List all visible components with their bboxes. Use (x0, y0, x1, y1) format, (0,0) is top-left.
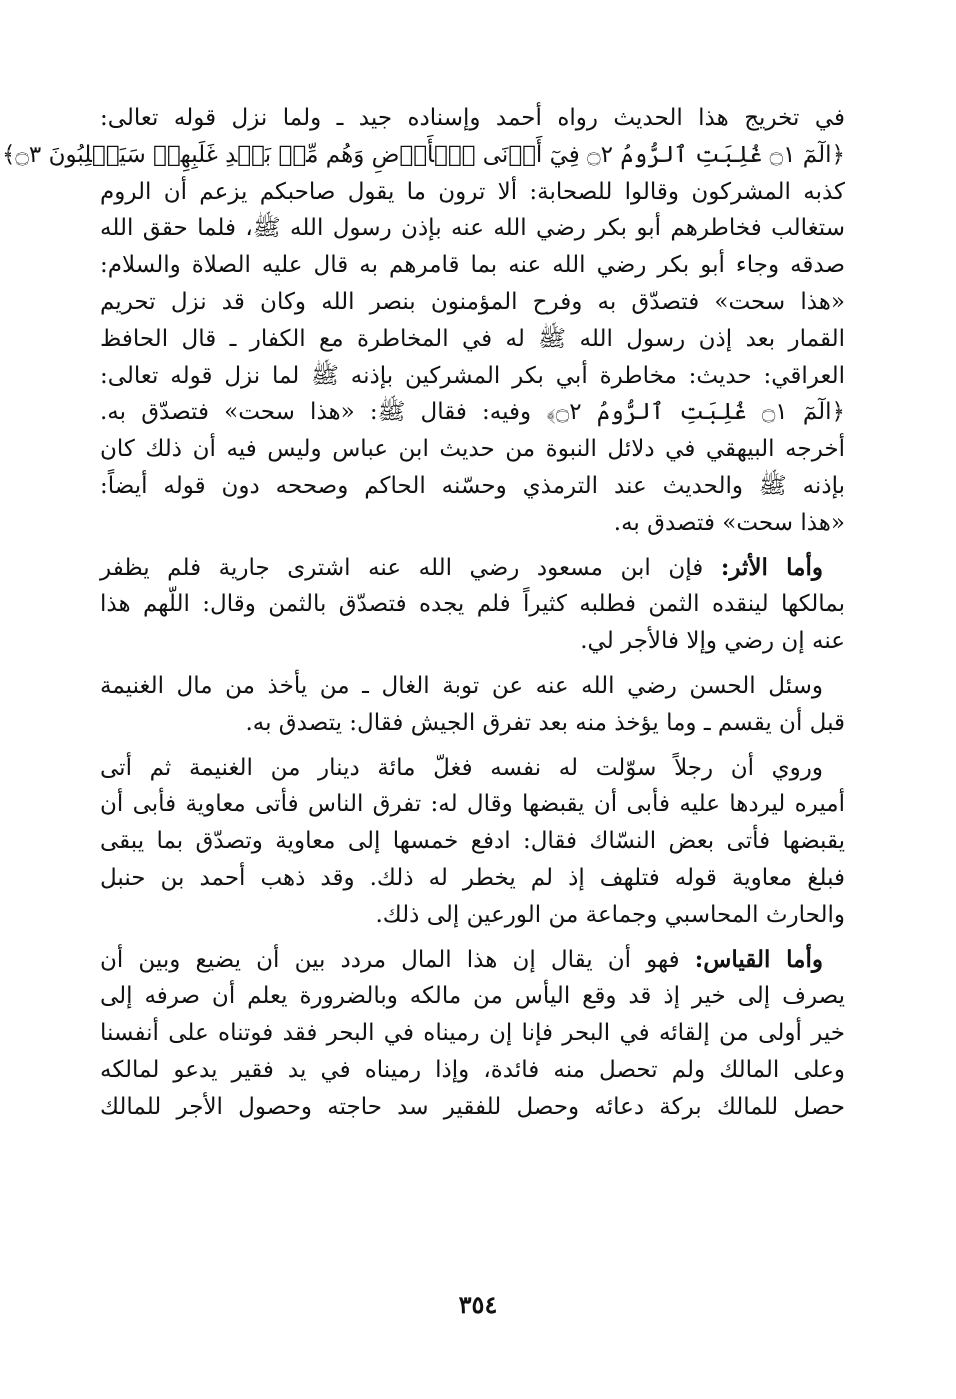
text-line: وسئل الحسن رضي الله عنه عن توبة الغال ـ من يأخذ من مال الغنيمة (100, 672, 823, 699)
text-line: «هذا سحت» فتصدق به. (613, 509, 845, 536)
text-line: كذبه المشركون وقالوا للصحابة: ألا ترون ما يقول صاحبكم يزعم أن الروم (100, 178, 845, 205)
text-line (100, 550, 845, 587)
text-line: صدقه وجاء أبو بكر رضي الله عنه بما قامرهم به قال عليه الصلاة والسلام: (100, 252, 845, 279)
text-line: أخرجه البيهقي في دلائل النبوة من حديث ابن عباس وليس فيه أن ذلك كان (100, 436, 845, 463)
paragraph-hasan (100, 668, 845, 742)
text-line (100, 942, 845, 979)
text-line: في تخريج هذا الحديث رواه أحمد وإسناده جيد ـ ولما نزل قوله تعالى: (100, 105, 845, 131)
quran-verse-line: ﴿الٓمٓ ۝١ غُلِبَتِ ٱلرُّومُ ۝٢ فِيٓ أَدۡنَى ٱلۡأَرۡضِ وَهُم مِّنۢ بَعۡدِ غَلَبِهِمۡ سَيَغۡلِبُونَ ۝٣﴾ (1, 141, 845, 168)
text-line: عنه إن رضي وإلا فالأجر لي. (580, 628, 845, 655)
page-body (1, 100, 845, 1134)
text-line: قبل أن يقسم ـ وما يؤخذ منه بعد تفرق الجيش فقال: يتصدق به. (245, 709, 845, 736)
text-fragment: فإن ابن مسعود رضي الله عنه اشترى جارية فلم يظفر (100, 554, 704, 581)
page-number: ٣٥٤ (458, 1290, 498, 1319)
text-line: بإذنه ﷺ والحديث عند الترمذي وحسّنه الحاكم وصححه دون قوله أيضاً: (100, 472, 845, 499)
text-line: أميره ليردها عليه فأبى أن يقبضها وقال له: تفرق الناس فأتى معاوية فأبى أن (100, 791, 845, 818)
text-line: بمالكها لينقده الثمن فطلبه كثيراً فلم يجده فتصدّق بالثمن وقال: اللّهم هذا (100, 591, 845, 618)
paragraph-athar (100, 550, 845, 660)
text-fragment: فهو أن يقال إن هذا المال مردد بين أن يضيع وبين أن (100, 946, 680, 973)
section-lead-qiyas: وأما القياس: (694, 945, 823, 973)
text-line: خير أولى من إلقائه في البحر فإنا إن رميناه في البحر فقد فوتناه على أنفسنا (100, 1020, 845, 1047)
paragraph-hadith-takhrij (1, 100, 845, 542)
text-line: فبلغ معاوية قوله فتلهف إذ لم يخطر له ذلك. وقد ذهب أحمد بن حنبل (100, 864, 845, 891)
text-line: يصرف إلى خير إذ قد وقع اليأس من مالكه وبالضرورة يعلم أن صرفه إلى (100, 983, 845, 1010)
text-line: وروي أن رجلاً سوّلت له نفسه فغلّ مائة دينار من الغنيمة ثم أتى (100, 754, 823, 781)
text-line: والحارث المحاسبي وجماعة من الورعين إلى ذلك. (375, 901, 845, 928)
text-line: «هذا سحت» فتصدّق به وفرح المؤمنون بنصر الله وكان قد نزل تحريم (100, 288, 845, 315)
paragraph-ghulul-story (100, 750, 845, 934)
text-line: القمار بعد إذن رسول الله ﷺ له في المخاطرة مع الكفار ـ قال الحافظ (100, 325, 845, 352)
text-line: ستغالب فخاطرهم أبو بكر رضي الله عنه بإذن رسول الله ﷺ، فلما حقق الله (100, 215, 845, 242)
quran-verse-line: ﴿الٓمٓ ۝١ غُلِبَتِ ٱلرُّومُ ۝٢﴾ وفيه: فقال ﷺ: «هذا سحت» فتصدّق به. (100, 399, 845, 426)
text-line: وعلى المالك ولم تحصل منه فائدة، وإذا رميناه في يد فقير يدعو لمالكه (100, 1056, 845, 1083)
paragraph-qiyas (100, 942, 845, 1126)
text-line: حصل للمالك بركة دعائه وحصل للفقير سد حاجته وحصول الأجر للمالك (100, 1093, 845, 1120)
text-line: يقبضها فأتى بعض النسّاك فقال: ادفع خمسها إلى معاوية وتصدّق بما يبقى (100, 828, 845, 855)
text-line: العراقي: حديث: مخاطرة أبي بكر المشركين بإذنه ﷺ لما نزل قوله تعالى: (100, 362, 845, 389)
section-lead-athar: وأما الأثر: (720, 553, 823, 581)
